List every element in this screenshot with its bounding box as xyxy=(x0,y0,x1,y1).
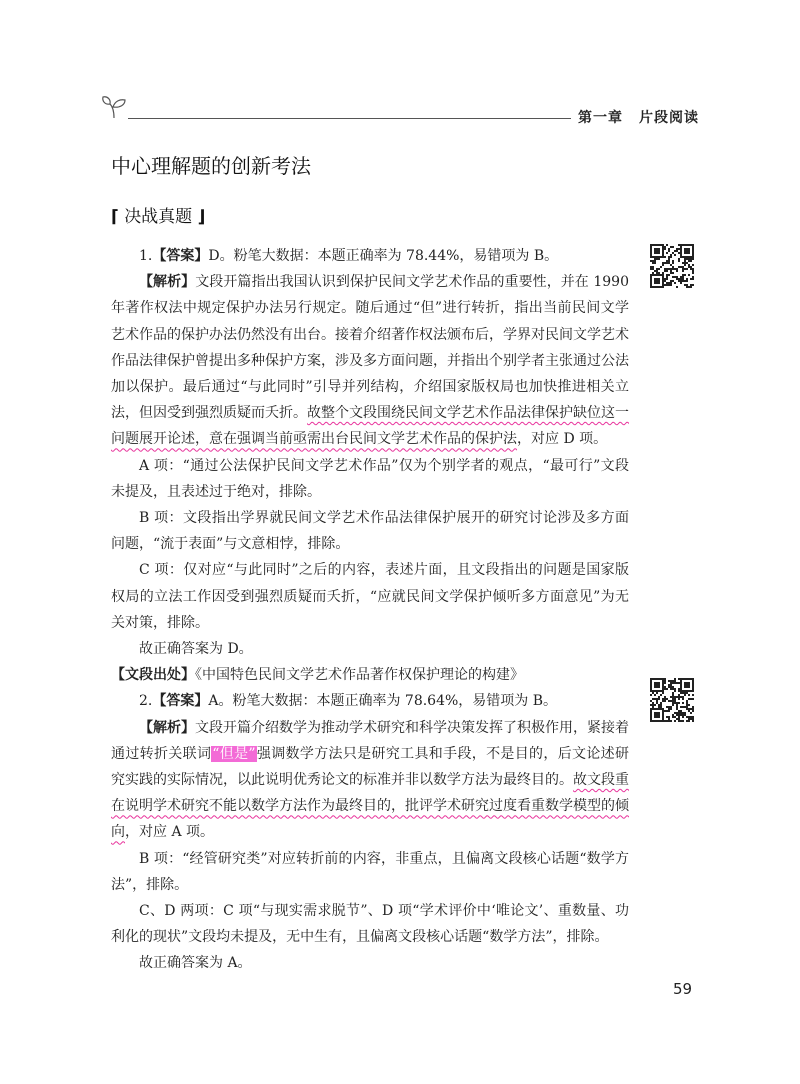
q1-answer xyxy=(111,243,629,269)
section-title: 中心理解题的创新考法 xyxy=(111,154,311,178)
sub-title-text: 决战真题 xyxy=(124,207,193,227)
q1-analysis xyxy=(111,269,629,452)
q2-highlight: “但是” xyxy=(212,745,256,762)
header-rule xyxy=(128,118,571,119)
q1-source-text: 《中国特色民间文学艺术作品著作权保护理论的构建》 xyxy=(195,667,524,684)
q1-answer-tag: 【答案】 xyxy=(152,248,209,264)
q2-option-b: B 项：“经管研究类”对应转折前的内容，非重点，且偏离文段核心话题“数学方法”，排除。 xyxy=(111,850,629,893)
q2-number: 2. xyxy=(139,693,153,710)
q2-key-sentence: 故文段重在说明学术研究不能以数学方法作为最终目的，批评学术研究过度看重数学模型的倾向 xyxy=(111,772,629,841)
q1-analysis-tag: 【解析】 xyxy=(139,274,196,291)
qr-code-icon xyxy=(650,244,694,288)
q2-answer-tag: 【答案】 xyxy=(152,693,209,710)
q2-answer xyxy=(111,688,629,714)
q1-analysis-plain: 文段开篇指出我国认识到保护民间文学艺术作品的重要性，并在 1990 年著作权法中规定保护办法另行规定。随后通过“但”进行转折，指出当前民间文学艺术作品的保护办法仍然没有出台。接着介绍著作权法颁布后，学界对民间文学艺术作品法律保护曾提出多种保护方案，涉及多方面问题，并指出个别学者主张通过公法加以保护。最后通过“与此同时”引导并列结构，介绍国家版权局也加快推进相关立法，但因受到强烈质疑而夭折。 xyxy=(111,274,630,422)
q1-analysis-end: ，对应 D 项。 xyxy=(517,431,608,448)
q2-analysis-plain-2: 强调数学方法只是研究工具和手段，不是目的，后文论述研究实践的实际情况，以此说明优秀论文的标准并非以数学方法为最终目的。 xyxy=(111,745,630,789)
q1-key-sentence: 故整个文段围绕民间文学艺术作品法律保护缺位这一问题展开论述，意在强调当前亟需出台民间文学艺术作品的保护法 xyxy=(111,405,629,448)
q1-option-a: A 项：“通过公法保护民间文学艺术作品”仅为个别学者的观点，“最可行”文段未提及，且表述过于绝对，排除。 xyxy=(111,457,629,500)
sub-title xyxy=(111,202,205,227)
chapter-name: 第一章 xyxy=(578,110,623,126)
bracket-close: ⌋ xyxy=(197,207,206,227)
chapter-label xyxy=(578,107,699,127)
sprout-icon xyxy=(101,95,127,119)
q2-analysis-tag: 【解析】 xyxy=(139,719,195,736)
bracket-open: ⌈ xyxy=(111,207,119,227)
q2-option-cd: C、D 两项：C 项“与现实需求脱节”、D 项“学术评价中‘唯论文’、重数量、功利化的现状”文段均未提及，无中生有，且偏离文段核心话题“数学方法”，排除。 xyxy=(111,903,629,946)
q2-analysis-plain-1: 文段开篇介绍数学为推动学术研究和科学决策发挥了积极作用，紧接着通过转折关联词 xyxy=(111,719,629,762)
content-body xyxy=(111,243,629,977)
q1-number: 1. xyxy=(139,248,153,264)
q2-answer-text: A。粉笔大数据：本题正确率为 78.64%，易错项为 B。 xyxy=(208,693,558,710)
section-name: 片段阅读 xyxy=(639,110,699,126)
q1-conclusion: 故正确答案为 D。 xyxy=(139,641,253,658)
q2-analysis-end: ，对应 A 项。 xyxy=(125,824,215,841)
q2-analysis xyxy=(111,715,629,846)
qr-code-icon xyxy=(650,678,694,722)
page-header xyxy=(0,0,800,140)
q1-option-b: B 项：文段指出学界就民间文学艺术作品法律保护展开的研究讨论涉及多方面问题，“流于表面”与文意相悖，排除。 xyxy=(111,510,629,553)
q1-source xyxy=(111,662,629,688)
q2-conclusion: 故正确答案为 A。 xyxy=(139,955,252,972)
q1-answer-text: D。粉笔大数据：本题正确率为 78.44%，易错项为 B。 xyxy=(208,248,559,264)
page-number: 59 xyxy=(673,980,693,998)
q1-option-c: C 项：仅对应“与此同时”之后的内容，表述片面，且文段指出的问题是国家版权局的立法工作因受到强烈质疑而夭折，“应就民间文学保护倾听多方面意见”为无关对策，排除。 xyxy=(111,562,629,631)
q1-source-tag: 【文段出处】 xyxy=(111,667,195,684)
